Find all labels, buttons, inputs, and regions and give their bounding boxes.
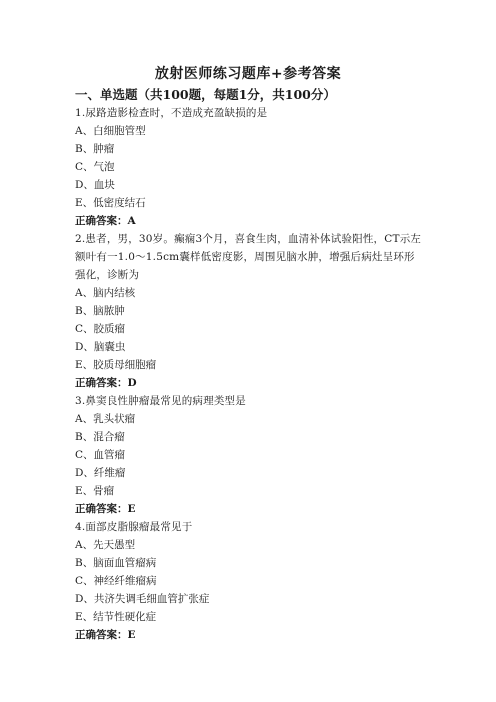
option-b: B、脑面血管瘤病 (75, 557, 157, 569)
question-list (75, 104, 425, 644)
question-stem: 4.面部皮脂腺瘤最常见于 (75, 521, 193, 533)
option-a: A、脑内结核 (75, 287, 136, 299)
option-d: D、脑囊虫 (75, 341, 126, 353)
page-title: 放射医师练习题库+参考答案 (154, 66, 342, 82)
question-block (75, 518, 425, 644)
option-a: A、乳头状瘤 (75, 413, 136, 425)
option-d: D、共济失调毛细血管扩张症 (75, 593, 210, 605)
option-e: E、骨瘤 (75, 485, 115, 497)
option-c: C、血管瘤 (75, 449, 126, 461)
option-b: B、肿瘤 (75, 143, 115, 155)
option-e: E、低密度结石 (75, 197, 146, 209)
correct-answer: 正确答案：D (75, 377, 137, 389)
option-e: E、结节性硬化症 (75, 611, 157, 623)
option-c: C、神经纤维瘤病 (75, 575, 157, 587)
section-heading: 一、单选题（共100题，每题1分，共100分） (75, 87, 336, 102)
question-block (75, 392, 425, 518)
question-stem: 1.尿路造影检查时，不造成充盈缺损的是 (75, 107, 268, 119)
correct-answer: 正确答案：E (75, 629, 136, 641)
option-d: D、纤维瘤 (75, 467, 126, 479)
correct-answer: 正确答案：A (75, 215, 136, 227)
option-b: B、混合瘤 (75, 431, 125, 443)
question-block (75, 104, 425, 230)
correct-answer: 正确答案：E (75, 503, 136, 515)
option-a: A、白细胞管型 (75, 125, 146, 137)
option-b: B、脑脓肿 (75, 305, 125, 317)
option-d: D、血块 (75, 179, 115, 191)
option-a: A、先天愚型 (75, 539, 136, 551)
option-e: E、胶质母细胞瘤 (75, 359, 157, 371)
question-block (75, 230, 425, 392)
option-c: C、胶质瘤 (75, 323, 126, 335)
question-stem: 2.患者，男，30岁。癫痫3个月，喜食生肉，血清补体试验阳性，CT示左额叶有一1.0～1.5cm囊样低密度影，周围见脑水肿，增强后病灶呈环形强化，诊断为 (75, 233, 422, 281)
question-stem: 3.鼻窦良性肿瘤最常见的病理类型是 (75, 395, 246, 407)
option-c: C、气泡 (75, 161, 115, 173)
